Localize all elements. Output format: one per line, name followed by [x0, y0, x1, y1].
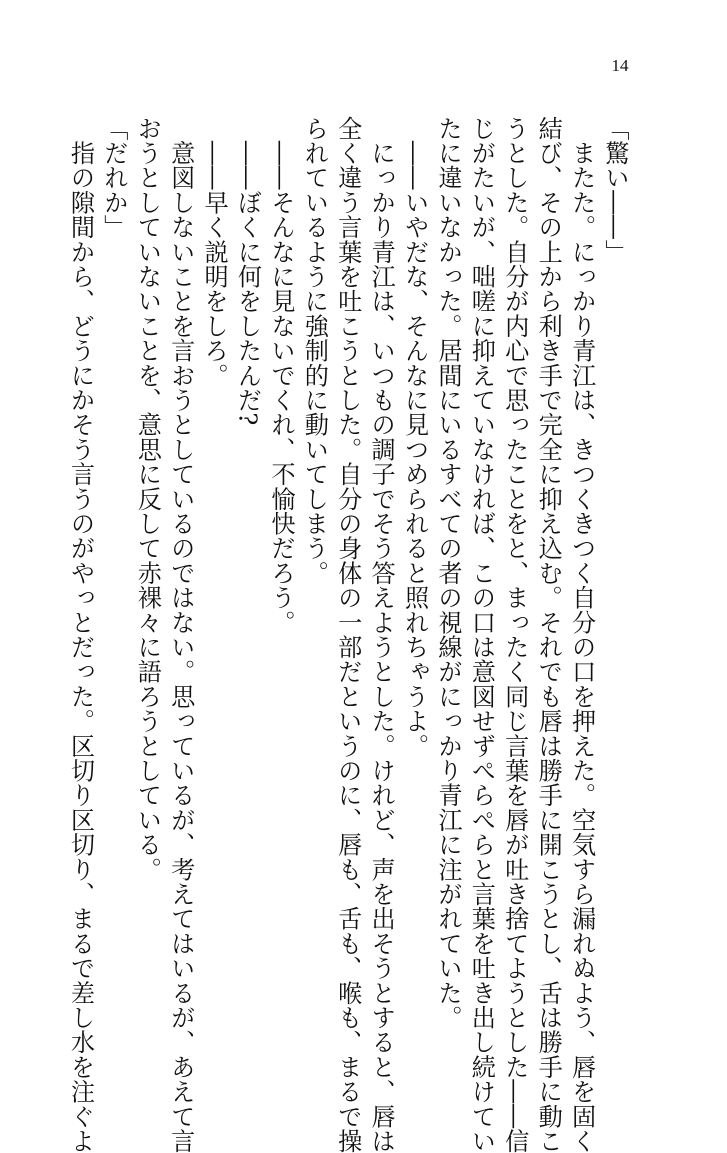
text-line: じがたいが、咄嗟に抑えていなければ、この口は意図せずぺらぺらと言葉を吐き出し続けてい — [467, 116, 496, 1153]
text-line: にっかり青江は、いつもの調子でそう答えようとした。けれど、声を出そうとすると、唇は — [367, 116, 396, 1153]
text-line: 指の隙間から、どうにかそう言うのがやっとだった。区切り区切り、まるで差し水を注ぐよ — [66, 116, 95, 1153]
text-line: ――そんなに見ないでくれ、不愉快だろう。 — [266, 116, 295, 635]
text-line: ――早く説明をしろ。 — [200, 116, 229, 388]
text-line: られているように強制的に動いてしまう。 — [300, 116, 329, 586]
text-line: たに違いなかった。居間にいるすべての者の視線がにっかり青江に注がれていた。 — [433, 116, 462, 1030]
text-line: ――ぼくに何をしたんだ? — [233, 116, 262, 426]
text-line: ――いやだな、そんなに見つめられると照れちゃうよ。 — [400, 116, 429, 759]
text-line: 「驚い――」 — [601, 116, 629, 265]
text-line: またた。にっかり青江は、きつくきつく自分の口を押えた。空気すら漏れぬよう、唇を固く — [567, 116, 596, 1153]
novel-body-text — [63, 116, 631, 1153]
text-line: おうとしていないことを、意思に反して赤裸々に語ろうとしている。 — [133, 116, 162, 882]
text-line: うとした。自分が内心で思ったことをと、まったく同じ言葉を唇が吐き捨てようとした――信 — [500, 116, 529, 1153]
text-line: 全く違う言葉を吐こうとした。自分の身体の一部だというのに、唇も、舌も、喉も、まるで操 — [333, 116, 362, 1153]
page-number: 14 — [611, 56, 629, 75]
text-line: 「だれか」 — [99, 116, 128, 240]
text-line: 結び、その上から利き手で完全に抑え込む。それでも唇は勝手に開こうとし、舌は勝手に動こ — [534, 116, 563, 1153]
text-line: 意図しないことを言おうとしているのではない。思っているが、考えてはいるが、あえて言 — [166, 116, 195, 1153]
